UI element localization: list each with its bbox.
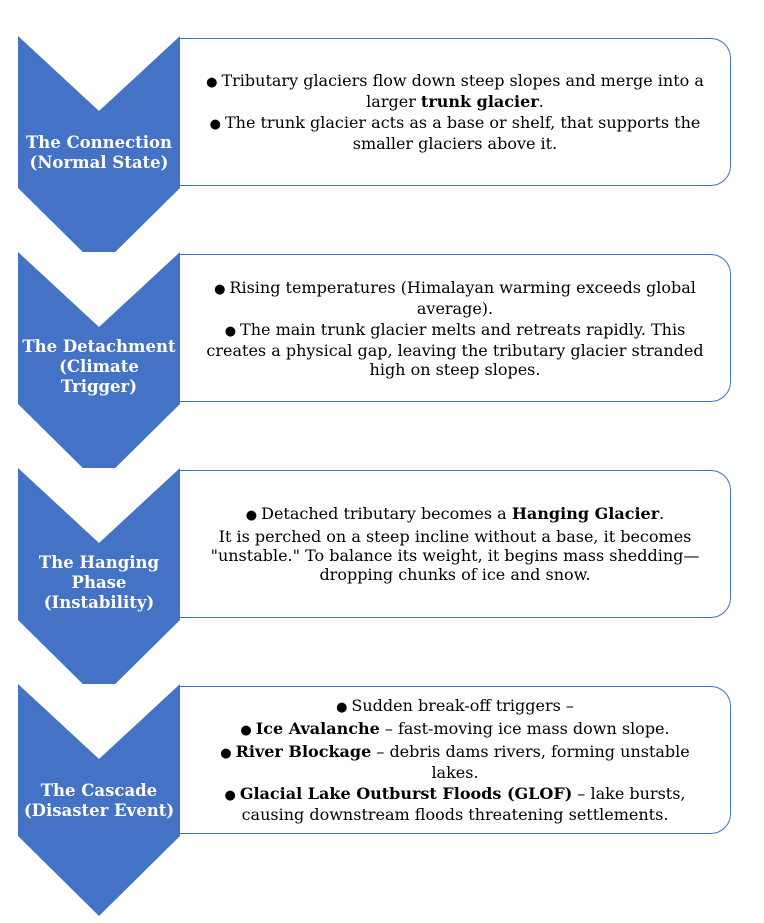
bullet-text: Rising temperatures (Himalayan warming exceeds global average). xyxy=(229,277,696,318)
bullet-bold-text: River Blockage xyxy=(235,742,372,761)
step-description-card xyxy=(180,686,731,834)
bullet-text-end: . xyxy=(659,504,665,523)
step-label: The Connection (Normal State) xyxy=(25,133,173,172)
bullet-line xyxy=(198,278,712,318)
bullet-bold-text: trunk glacier xyxy=(420,92,539,111)
bullet-text: Sudden break-off triggers – xyxy=(351,696,574,715)
bullet-icon: ● xyxy=(220,746,232,761)
bullet-bold-text: Ice Avalanche xyxy=(255,719,380,738)
bullet-line xyxy=(198,320,712,379)
bullet-line xyxy=(198,504,712,525)
bullet-icon: ● xyxy=(224,788,236,803)
step-chevron xyxy=(18,36,180,268)
body-line xyxy=(198,527,712,584)
bullet-icon: ● xyxy=(209,117,221,132)
bullet-bold-text: Hanging Glacier xyxy=(511,504,660,523)
bullet-bold-text: Glacial Lake Outburst Floods (GLOF) xyxy=(239,784,573,803)
bullet-line xyxy=(198,742,712,782)
body-text: It is perched on a steep incline without a base, it becomes "unstable." To balance its weight, it begins mass shedding—dropping chunks of ice and snow. xyxy=(210,527,700,584)
bullet-icon: ● xyxy=(336,700,348,715)
bullet-text-end: – lake bursts, causing downstream floods threatening settlements. xyxy=(241,784,686,824)
bullet-line xyxy=(198,719,712,740)
step-chevron xyxy=(18,252,180,484)
bullet-icon: ● xyxy=(224,323,237,339)
step-description-card xyxy=(180,38,731,186)
bullet-line xyxy=(198,696,712,717)
bullet-icon: ● xyxy=(214,281,226,297)
bullet-line xyxy=(198,113,712,153)
step-label: The Hanging Phase (Instability) xyxy=(38,553,160,612)
step-label: The Detachment (Climate Trigger) xyxy=(22,337,176,396)
bullet-icon: ● xyxy=(245,508,258,523)
bullet-text: Detached tributary becomes a xyxy=(261,504,512,523)
bullet-text: Tributary glaciers flow down steep slopes and merge into a larger xyxy=(221,71,704,111)
bullet-text-end: . xyxy=(538,92,544,111)
bullet-text: The main trunk glacier melts and retreats rapidly. This creates a physical gap, leaving the tributary glacier stranded high on steep slopes. xyxy=(206,319,704,379)
step-description-card xyxy=(180,470,731,618)
bullet-icon: ● xyxy=(206,75,218,90)
bullet-text-end: – debris dams rivers, forming unstable lakes. xyxy=(371,742,690,782)
step-label: The Cascade (Disaster Event) xyxy=(23,781,175,820)
bullet-line xyxy=(198,71,712,111)
step-description-card xyxy=(180,254,731,402)
step-chevron xyxy=(18,468,180,700)
bullet-line xyxy=(198,784,712,824)
bullet-icon: ● xyxy=(240,723,252,738)
bullet-text-end: – fast-moving ice mass down slope. xyxy=(379,719,670,738)
bullet-text: The trunk glacier acts as a base or shelf, that supports the smaller glaciers above it. xyxy=(224,113,701,153)
step-chevron xyxy=(18,684,180,916)
